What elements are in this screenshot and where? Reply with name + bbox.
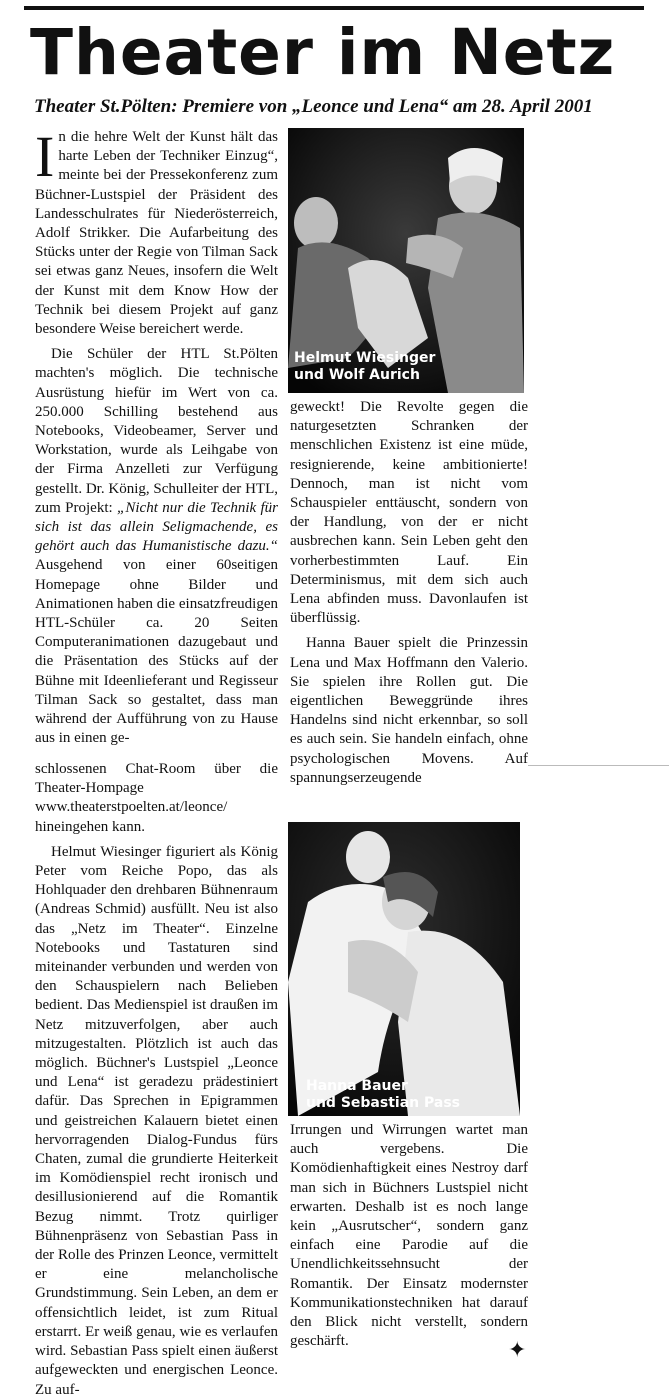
photo-caption-2 bbox=[306, 1078, 460, 1112]
paragraph-bauer: Hanna Bauer spielt die Prinzessin Lena und Max Hoffmann den Valerio. Sie spielen ihre Rollen gut. Die eigentlichen Beweggründe ihres Handelns sind nicht erkennbar, so soll es auch sein. Sie handeln einfach, ohne psychologischen Movens. Auf spannungserzeugende bbox=[290, 635, 528, 786]
paragraph-htl-text-a: Die Schüler der HTL St.Pölten machten's möglich. Die technische Ausrüstung hiefür im Wert von ca. 250.000 Schilling bestehend aus Notebooks, Videobeamer, Server und Workstation, wurde als Leihgabe von der Firma Anzelleti zur Verfügung gestellt. Dr. König, Schulleiter der HTL, zum Projekt: bbox=[35, 346, 278, 516]
photo-caption-1-line1: Helmut Wiesinger bbox=[294, 350, 436, 366]
photo-wiesinger-aurich bbox=[288, 128, 524, 393]
photo-bauer-pass-image bbox=[288, 822, 520, 1116]
right-column-lower bbox=[290, 1121, 528, 1351]
left-column-upper bbox=[35, 124, 278, 749]
end-mark-icon: ✦ bbox=[508, 1338, 527, 1363]
margin-rule bbox=[528, 765, 669, 766]
drop-cap: I bbox=[35, 124, 55, 189]
paragraph-chatroom: schlossenen Chat-Room über die Theater-Hompage www.theaterstpoelten.at/leonce/ hineingehen kann. bbox=[35, 761, 278, 835]
paragraph-intro bbox=[35, 124, 278, 339]
photo-caption-2-line2: und Sebastian Pass bbox=[306, 1095, 460, 1111]
top-rule bbox=[24, 6, 644, 10]
subheadline: Theater St.Pölten: Premiere von „Leonce und Lena“ am 28. April 2001 bbox=[34, 96, 593, 117]
left-column-lower bbox=[35, 760, 278, 1400]
paragraph-wiesinger: Helmut Wiesinger figuriert als König Peter vom Reiche Popo, das als Hohlquader den drehbaren Bühnenraum (Andreas Schmid) ausfüllt. Neu ist also das „Netz im Theater“. Einzelne Notebooks und Tastaturen sind miteinander verbunden und werden von den Schauspielern nach Belieben bedient. Das Medienspiel ist draußen im Netz mitzuverfolgen, aber auch mitzugestalten. Plötzlich ist auch das möglich. Büchner's Lustspiel „Leonce und Lena“ ist geradezu prädestiniert dafür. Das Sprechen in Epigrammen und geistreichen Kalauern bietet einen hervorragenden Dialog-Fundus fürs Chaten, zumal die grundierte Heiterkeit im Komödienspiel recht ironisch und desillusionierend auf die Romantik Bezug nimmt. Trotz quirliger Bühnenpräsenz von Sebastian Pass in der Rolle des Prinzen Leonce, vermittelt er eine melancholische Grundstimmung. Sein Leben, an dem er offensichtlich leidet, ist zum Ritual erstarrt. Er weiß genau, wie es verlaufen wird. Sebastian Pass spielt einen äußerst aufgeweckten und energischen Leonce. Zu auf- bbox=[35, 843, 278, 1398]
photo-caption-2-line1: Hanna Bauer bbox=[306, 1078, 408, 1094]
right-column-upper bbox=[290, 398, 528, 788]
photo-caption-1-line2: und Wolf Aurich bbox=[294, 367, 420, 383]
paragraph-htl-text-b: Ausgehend von einer 60seitigen Homepage ohne Bilder und Animationen haben die einsatzfreudigen HTL-Schüler ca. 20 Seiten Computeranimationen dazugebaut und die Präsentation des Stücks auf der Bühne mit Ideenlieferant und Regisseur Tilman Sack so gestaltet, dass man während der Aufführung von zu Hause aus in einen ge- bbox=[35, 557, 278, 747]
paragraph-revolte: geweckt! Die Revolte gegen die naturgesetzten Schranken der menschlichen Existenz ist eine müde, resignierende, keine ambitionierte! Dennoch, man ist nicht vom Schauspieler enttäuscht, sondern von der Handlung, von der er nicht ausbrechen kann. Sein Leben geht den vorherbestimmten Lauf. Ein Determinismus, mit dem sich auch Lena abfinden muss. Davonlaufen ist überflüssig. bbox=[290, 399, 528, 627]
photo-caption-1 bbox=[294, 350, 435, 384]
paragraph-htl-quote: „Nicht nur die Technik für sich ist das allein Seligmachende, es gehört auch das Humanistische dazu.“ bbox=[35, 499, 278, 555]
paragraph-irrungen: Irrungen und Wirrungen wartet man auch vergebens. Die Komödienhaftigkeit eines Nestroy darf man sich in Büchners Lustspiel nicht erwarten. Deshalb ist es noch lange kein „Ausrutscher“, sondern ganz einfach eine Parodie auf die Unendlichkeitssehnsucht der Romantik. Der Einsatz modernster Kommunikationstechniken hat darauf den Blick nicht verstellt, sondern geschärft. bbox=[290, 1122, 528, 1350]
photo-bauer-pass bbox=[288, 822, 520, 1116]
headline: Theater im Netz bbox=[30, 16, 616, 89]
paragraph-intro-text: n die hehre Welt der Kunst hält das harte Leben der Techniker Einzug“, meinte bei der Pressekonferenz zum Büchner-Lustspiel der Präsident des Landesschulrates für Niederösterreich, Adolf Strikker. Die Aufarbeitung des Stücks unter der Regie von Tilman Sack sei etwas ganz Neues, insofern die Welt der Kunst mit dem Know How der Technik bei diesem Projekt auf ganz besondere Weise bereichert werde. bbox=[35, 129, 278, 338]
paragraph-htl bbox=[35, 345, 278, 748]
